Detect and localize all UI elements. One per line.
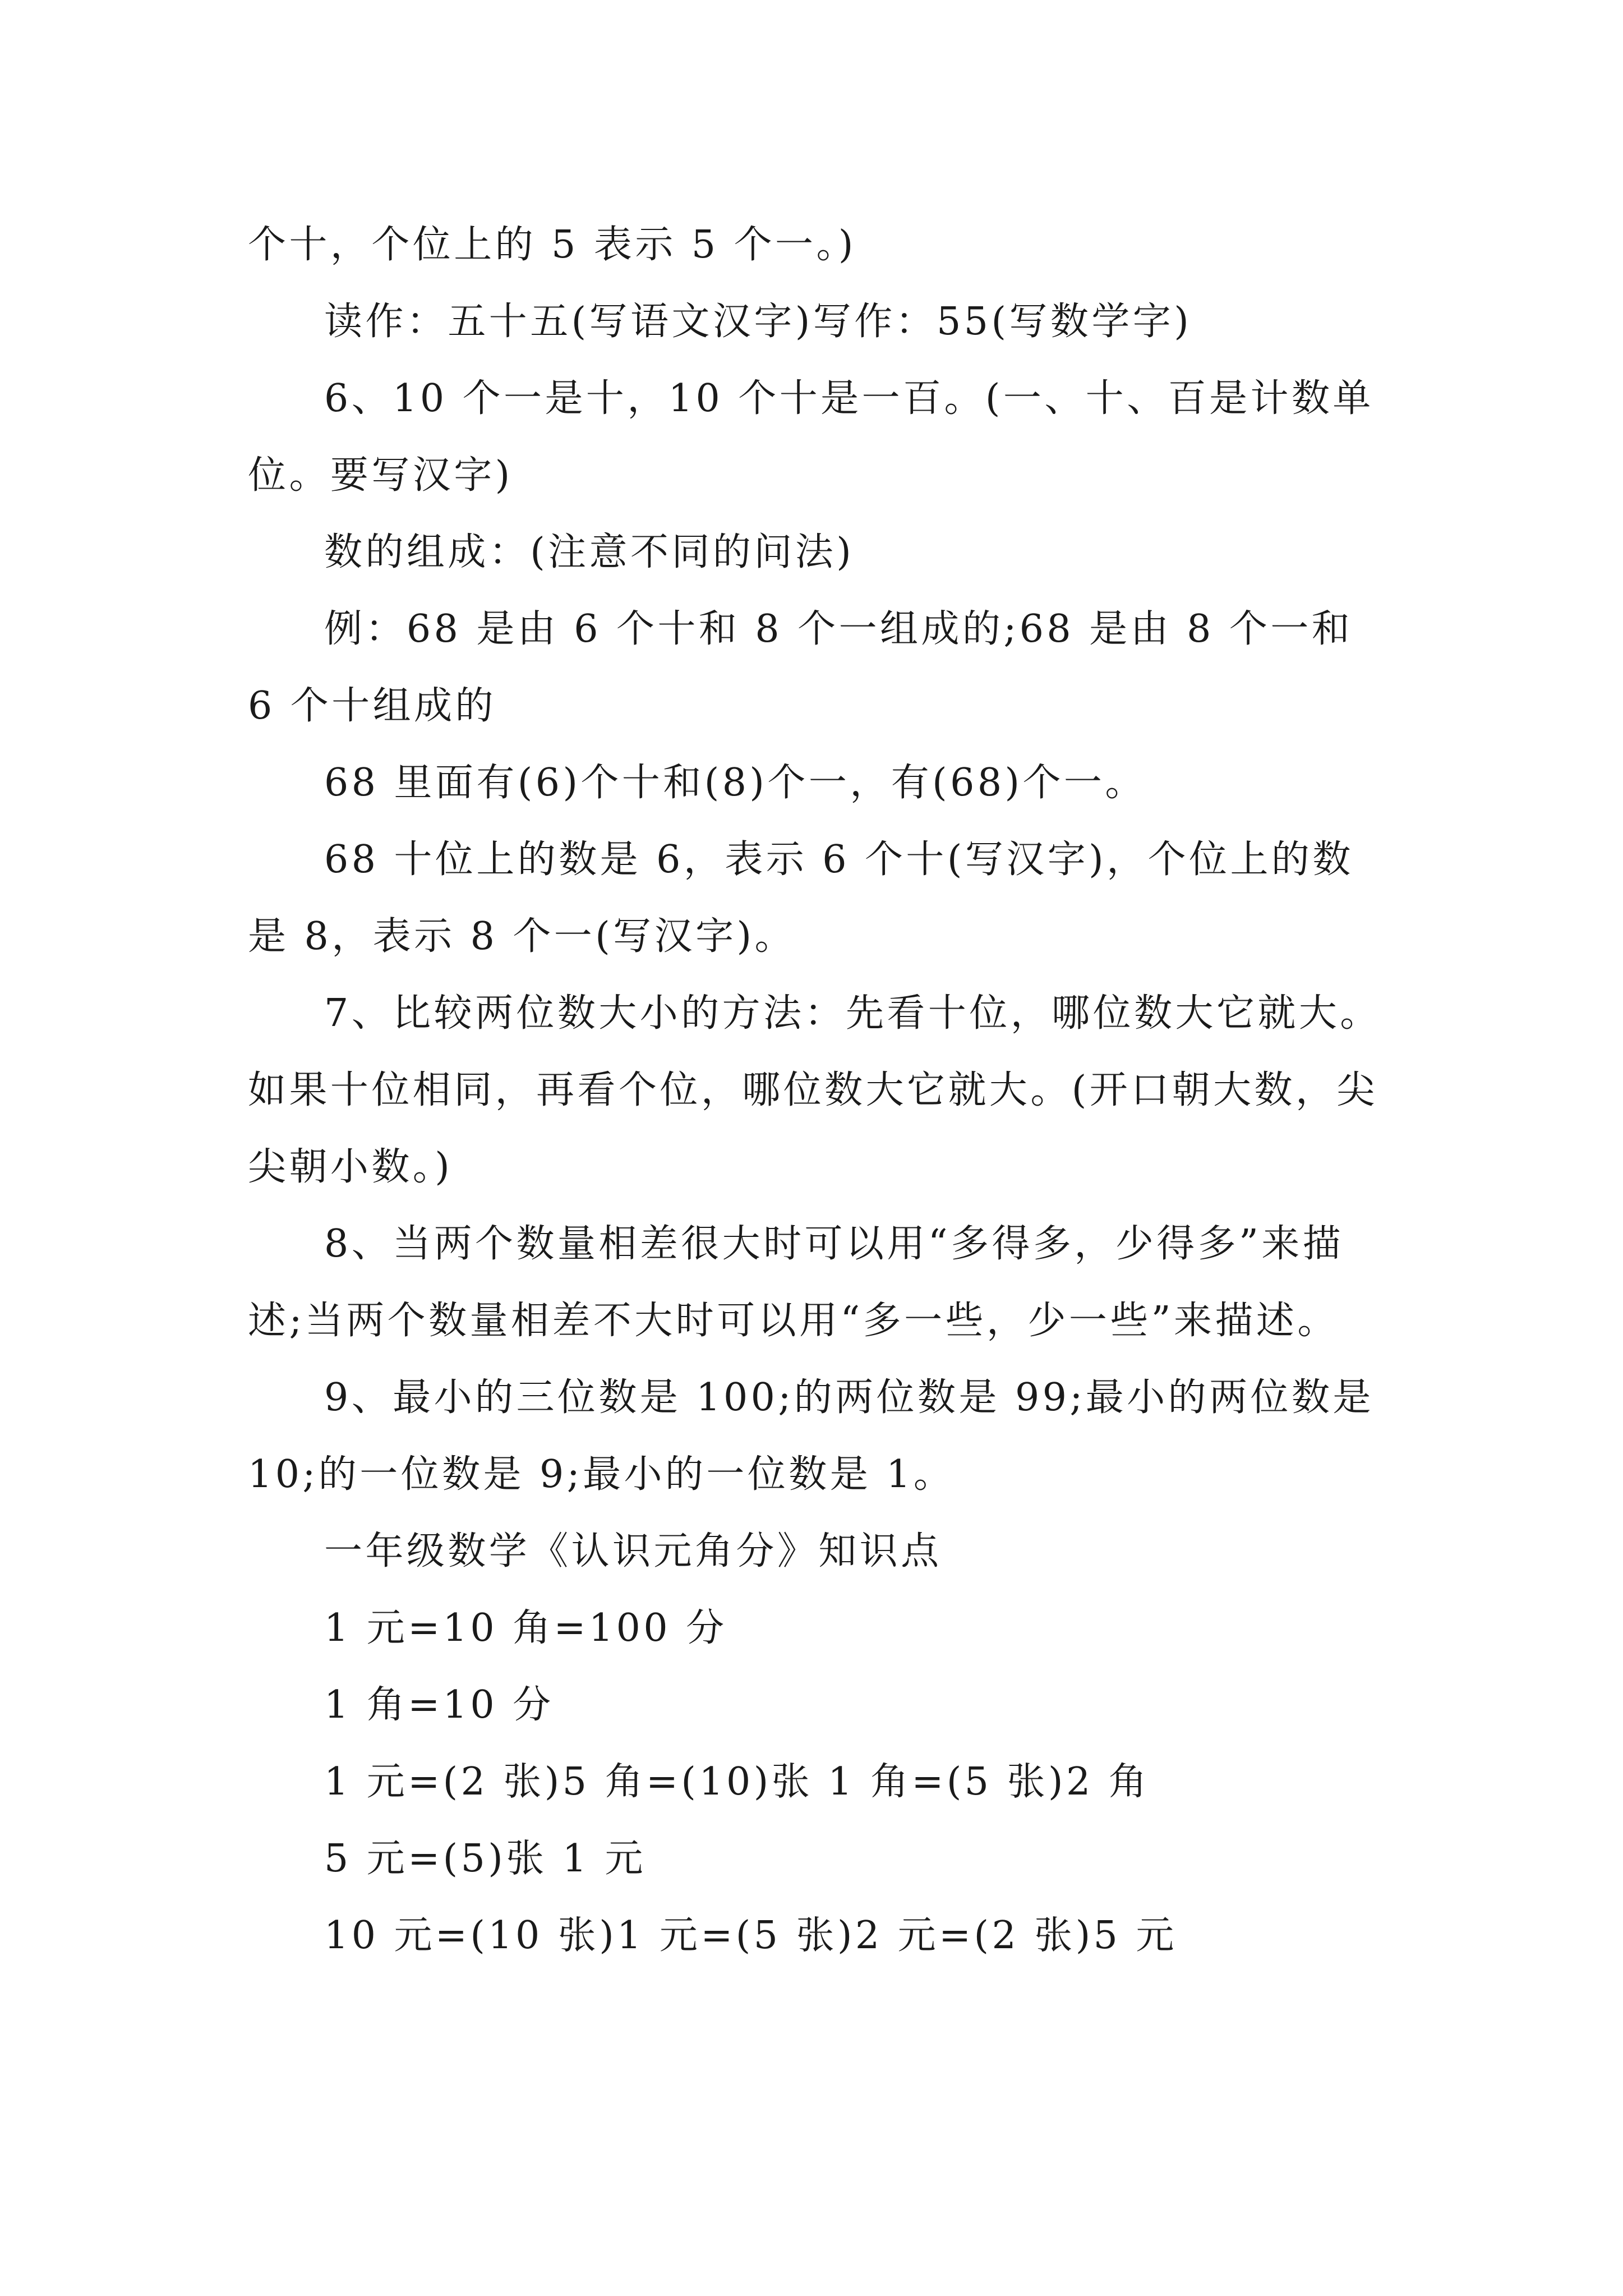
paragraph-item-7: 7、比较两位数大小的方法：先看十位，哪位数大它就大。如果十位相同，再看个位，哪位数大它就大。(开口朝大数，尖尖朝小数。) [248,991,1381,1189]
paragraph-item-9: 9、最小的三位数是 100;的两位数是 99;最小的两位数是 10;的一位数是 9;最小的一位数是 1。 [248,1375,1374,1497]
paragraph-continuation: 个十，个位上的 5 表示 5 个一。) [248,223,856,267]
paragraph-example: 例：68 是由 6 个十和 8 个一组成的;68 是由 8 个一和 6 个十组成的 [248,607,1353,728]
paragraph-1-yuan-exchange: 1 元=(2 张)5 角=(10)张 1 角=(5 张)2 角 [324,1760,1150,1804]
paragraph-68-place-values: 68 十位上的数是 6，表示 6 个十(写汉字)，个位上的数是 8，表示 8 个一(写汉字)。 [248,838,1354,959]
paragraph-68-contains: 68 里面有(6)个十和(8)个一，有(68)个一。 [324,761,1146,805]
paragraph-item-6: 6、10 个一是十，10 个十是一百。(一、十、百是计数单位。要写汉字) [248,376,1374,498]
section-heading-currency: 一年级数学《认识元角分》知识点 [324,1529,942,1573]
document-body [248,206,1392,1974]
paragraph-item-8: 8、当两个数量相差很大时可以用“多得多，少得多”来描述;当两个数量相差不大时可以用“多一些，少一些”来描述。 [248,1222,1344,1343]
paragraph-10-yuan-exchange: 10 元=(10 张)1 元=(5 张)2 元=(2 张)5 元 [324,1913,1177,1958]
paragraph-jiao-fen: 1 角=10 分 [324,1683,554,1727]
paragraph-reading-writing: 读作：五十五(写语文汉字)写作：55(写数学字) [324,300,1192,344]
paragraph-number-composition: 数的组成：(注意不同的问法) [324,530,855,574]
paragraph-yuan-jiao-fen: 1 元=10 角=100 分 [324,1606,727,1650]
paragraph-5-yuan-exchange: 5 元=(5)张 1 元 [324,1837,646,1881]
